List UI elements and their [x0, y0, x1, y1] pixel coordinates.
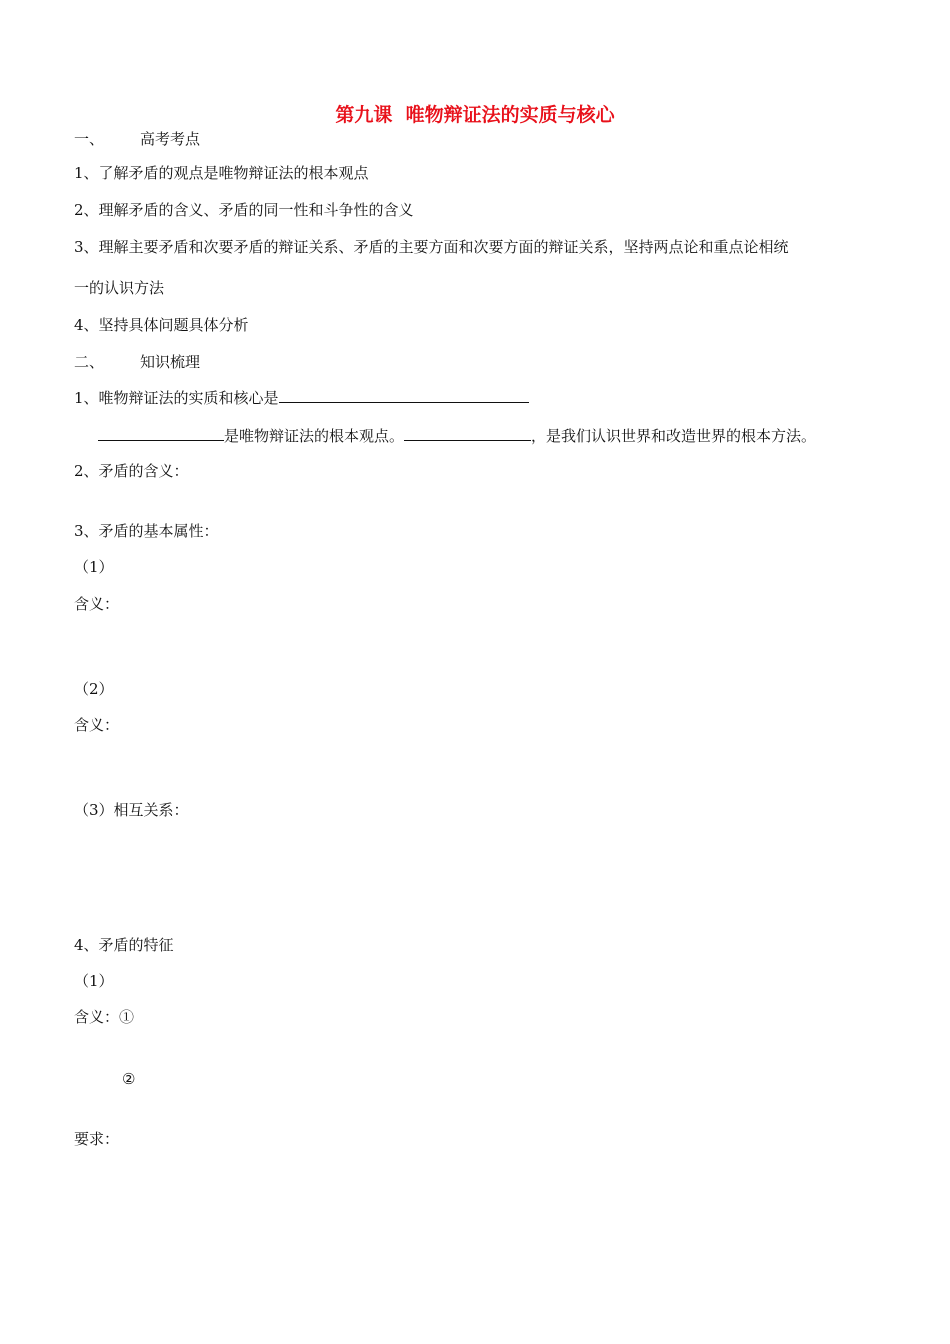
- question-3-meaning-1: 含义：: [74, 595, 120, 613]
- question-4-item-1: （1）: [74, 972, 114, 990]
- section-number: 一、: [74, 130, 105, 148]
- page-title: 第九课 唯物辩证法的实质与核心: [335, 104, 615, 126]
- question-1-part-a: 是唯物辩证法的根本观点。: [224, 427, 405, 445]
- section-title: 知识梳理: [140, 353, 201, 371]
- question-3: 3、矛盾的基本属性：: [74, 522, 219, 540]
- question-3-item-3: （3）相互关系：: [74, 801, 189, 819]
- section-title: 高考考点: [140, 130, 201, 148]
- exam-point-4: 4、坚持具体问题具体分析: [74, 316, 249, 334]
- fill-blank-2[interactable]: [98, 424, 224, 441]
- question-2: 2、矛盾的含义：: [74, 462, 189, 480]
- question-1-part-b: ，是我们认识世界和改造世界的根本方法。: [531, 427, 817, 445]
- question-1: [74, 386, 529, 409]
- question-4-second-point: ②: [122, 1070, 136, 1088]
- question-4-requirement: 要求：: [74, 1130, 120, 1148]
- question-1-continued: [98, 424, 816, 447]
- question-4: 4、矛盾的特征: [74, 936, 174, 954]
- question-4-meaning: 含义：①: [74, 1008, 135, 1026]
- fill-blank-1[interactable]: [279, 386, 529, 403]
- question-3-item-1: （1）: [74, 558, 114, 576]
- exam-point-3: 3、理解主要矛盾和次要矛盾的辩证关系、矛盾的主要方面和次要方面的辩证关系，坚持两点论和重点论相统: [74, 238, 789, 256]
- question-1-prefix: 1、唯物辩证法的实质和核心是: [74, 389, 279, 407]
- exam-point-2: 2、理解矛盾的含义、矛盾的同一性和斗争性的含义: [74, 201, 414, 219]
- section-heading-1: [74, 128, 200, 150]
- exam-point-1: 1、了解矛盾的观点是唯物辩证法的根本观点: [74, 164, 369, 182]
- question-3-meaning-2: 含义：: [74, 716, 120, 734]
- fill-blank-3[interactable]: [404, 424, 531, 441]
- section-number: 二、: [74, 353, 105, 371]
- section-heading-2: [74, 351, 200, 373]
- exam-point-3-continued: 一的认识方法: [74, 279, 165, 297]
- question-3-item-2: （2）: [74, 680, 114, 698]
